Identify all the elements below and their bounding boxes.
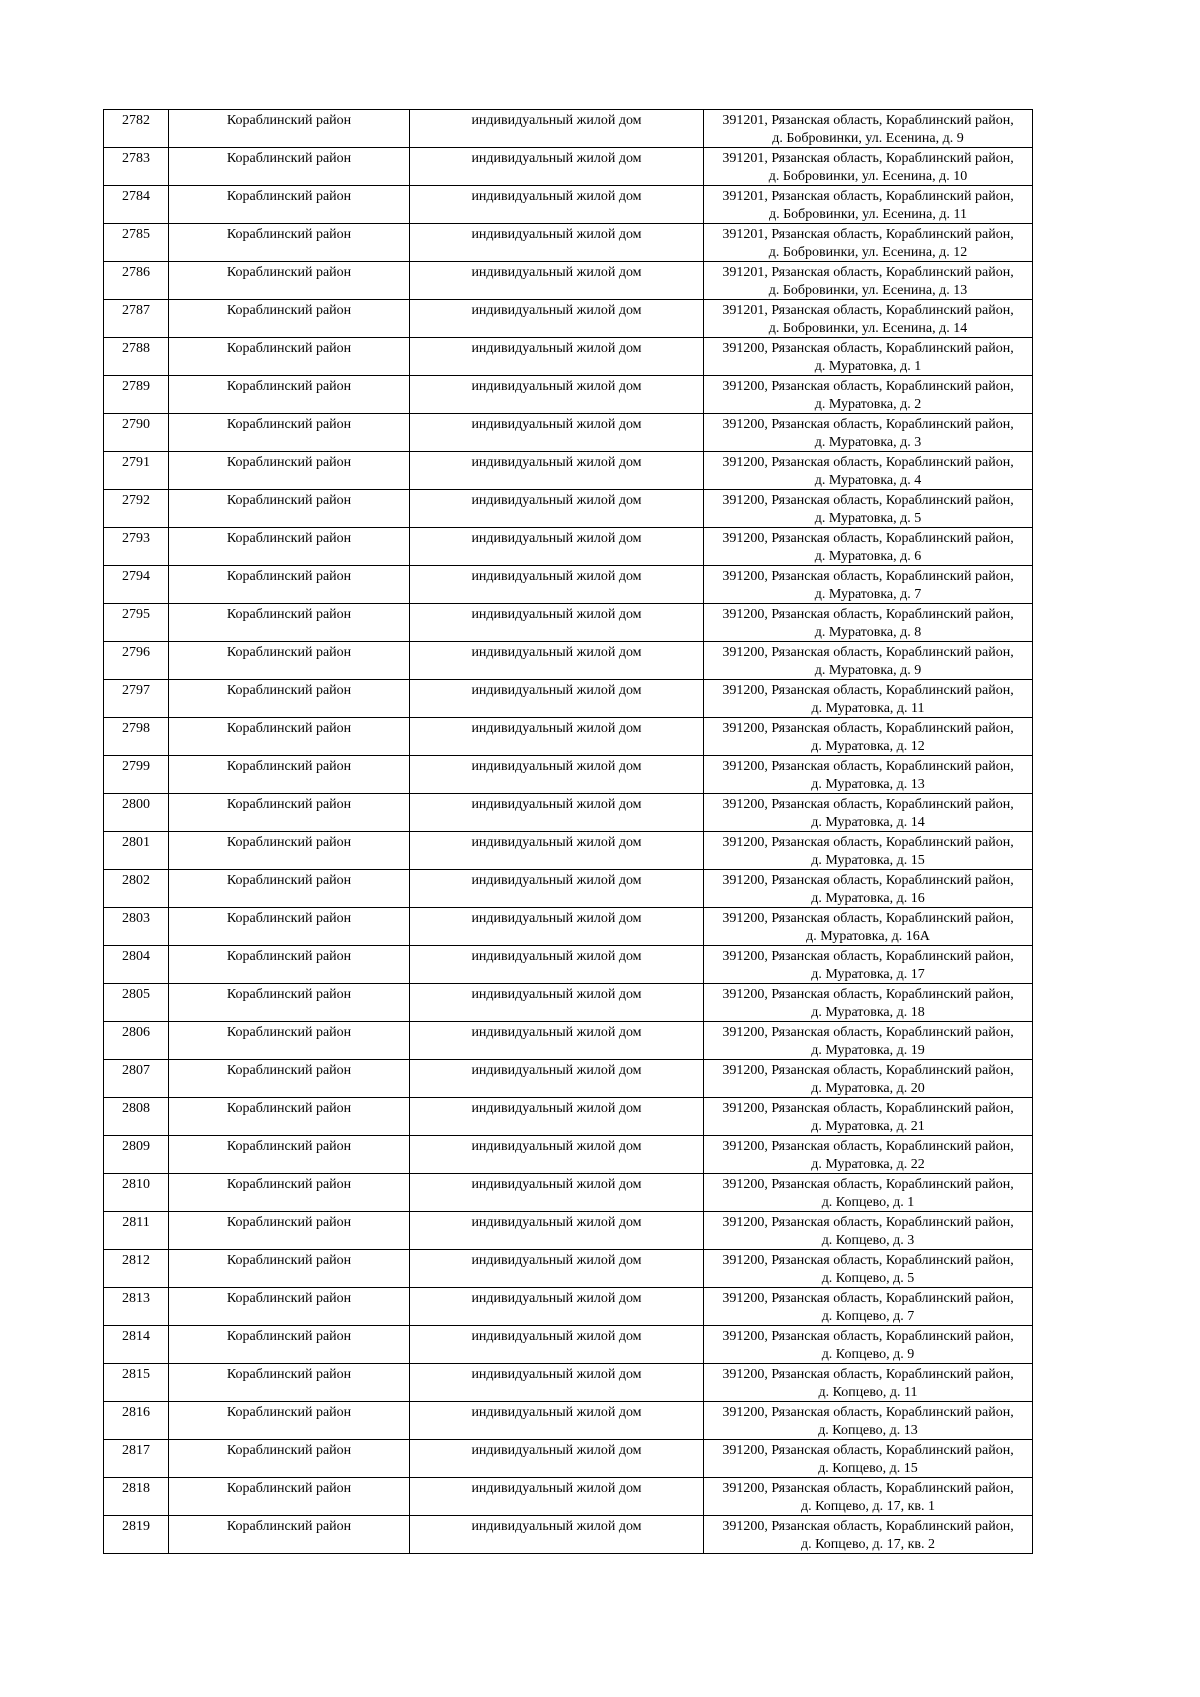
address-line-2: д. Муратовка, д. 20 xyxy=(811,1080,925,1096)
table-row xyxy=(104,1288,1033,1326)
address-line-1: 391200, Рязанская область, Кораблинский район, xyxy=(722,1329,1014,1344)
address-line-1: 391200, Рязанская область, Кораблинский район, xyxy=(722,835,1014,850)
district-cell: Кораблинский район xyxy=(169,110,410,148)
row-number-cell: 2819 xyxy=(104,1516,169,1554)
object-type-cell: индивидуальный жилой дом xyxy=(410,1060,704,1098)
district-cell: Кораблинский район xyxy=(169,1212,410,1250)
object-type-cell: индивидуальный жилой дом xyxy=(410,870,704,908)
address-line-1: 391200, Рязанская область, Кораблинский район, xyxy=(722,1101,1014,1116)
address-line-2: д. Муратовка, д. 8 xyxy=(814,624,922,640)
table-row xyxy=(104,490,1033,528)
table-row xyxy=(104,1326,1033,1364)
address-line-2: д. Бобровинки, ул. Есенина, д. 11 xyxy=(769,206,967,222)
address-line-1: 391200, Рязанская область, Кораблинский район, xyxy=(722,987,1014,1002)
district-cell: Кораблинский район xyxy=(169,1326,410,1364)
address-line-1: 391200, Рязанская область, Кораблинский район, xyxy=(722,1139,1014,1154)
table-row xyxy=(104,718,1033,756)
address-cell xyxy=(704,224,1033,262)
row-number-cell: 2795 xyxy=(104,604,169,642)
table-row xyxy=(104,376,1033,414)
row-number-cell: 2787 xyxy=(104,300,169,338)
object-type-cell: индивидуальный жилой дом xyxy=(410,186,704,224)
object-type-cell: индивидуальный жилой дом xyxy=(410,1212,704,1250)
district-cell: Кораблинский район xyxy=(169,566,410,604)
district-cell: Кораблинский район xyxy=(169,1174,410,1212)
address-cell xyxy=(704,186,1033,224)
table-row xyxy=(104,1250,1033,1288)
district-cell: Кораблинский район xyxy=(169,490,410,528)
address-line-2: д. Бобровинки, ул. Есенина, д. 12 xyxy=(768,244,968,260)
address-cell xyxy=(704,1516,1033,1554)
row-number-cell: 2809 xyxy=(104,1136,169,1174)
address-cell xyxy=(704,1212,1033,1250)
district-cell: Кораблинский район xyxy=(169,946,410,984)
table-row xyxy=(104,1098,1033,1136)
address-cell xyxy=(704,680,1033,718)
object-type-cell: индивидуальный жилой дом xyxy=(410,984,704,1022)
address-line-1: 391200, Рязанская область, Кораблинский район, xyxy=(722,531,1014,546)
row-number-cell: 2784 xyxy=(104,186,169,224)
district-cell: Кораблинский район xyxy=(169,452,410,490)
district-cell: Кораблинский район xyxy=(169,1364,410,1402)
district-cell: Кораблинский район xyxy=(169,1440,410,1478)
object-type-cell: индивидуальный жилой дом xyxy=(410,1250,704,1288)
address-line-2: д. Копцево, д. 17, кв. 1 xyxy=(800,1498,935,1514)
row-number-cell: 2811 xyxy=(104,1212,169,1250)
table-row xyxy=(104,1440,1033,1478)
row-number-cell: 2807 xyxy=(104,1060,169,1098)
address-line-1: 391200, Рязанская область, Кораблинский район, xyxy=(722,493,1014,508)
object-type-cell: индивидуальный жилой дом xyxy=(410,642,704,680)
table-row xyxy=(104,1022,1033,1060)
table-row xyxy=(104,262,1033,300)
address-line-2: д. Муратовка, д. 9 xyxy=(814,662,922,678)
table-row xyxy=(104,984,1033,1022)
address-cell xyxy=(704,452,1033,490)
address-cell xyxy=(704,1478,1033,1516)
table-row xyxy=(104,452,1033,490)
address-cell xyxy=(704,1174,1033,1212)
district-cell: Кораблинский район xyxy=(169,1060,410,1098)
address-line-1: 391200, Рязанская область, Кораблинский район, xyxy=(722,341,1014,356)
district-cell: Кораблинский район xyxy=(169,680,410,718)
district-cell: Кораблинский район xyxy=(169,1022,410,1060)
address-cell xyxy=(704,490,1033,528)
row-number-cell: 2786 xyxy=(104,262,169,300)
district-cell: Кораблинский район xyxy=(169,794,410,832)
address-line-2: д. Муратовка, д. 17 xyxy=(811,966,925,982)
address-line-1: 391200, Рязанская область, Кораблинский район, xyxy=(722,1177,1014,1192)
table-row xyxy=(104,680,1033,718)
table-row xyxy=(104,1136,1033,1174)
table-row xyxy=(104,110,1033,148)
object-type-cell: индивидуальный жилой дом xyxy=(410,1440,704,1478)
row-number-cell: 2804 xyxy=(104,946,169,984)
object-type-cell: индивидуальный жилой дом xyxy=(410,1402,704,1440)
address-cell xyxy=(704,870,1033,908)
district-cell: Кораблинский район xyxy=(169,1402,410,1440)
row-number-cell: 2782 xyxy=(104,110,169,148)
object-type-cell: индивидуальный жилой дом xyxy=(410,224,704,262)
address-line-2: д. Муратовка, д. 4 xyxy=(814,472,922,488)
address-line-2: д. Копцево, д. 1 xyxy=(821,1194,915,1210)
row-number-cell: 2818 xyxy=(104,1478,169,1516)
object-type-cell: индивидуальный жилой дом xyxy=(410,718,704,756)
address-line-2: д. Копцево, д. 7 xyxy=(821,1308,915,1324)
row-number-cell: 2810 xyxy=(104,1174,169,1212)
address-line-1: 391200, Рязанская область, Кораблинский район, xyxy=(722,645,1014,660)
address-line-2: д. Копцево, д. 11 xyxy=(818,1384,918,1400)
address-line-2: д. Муратовка, д. 15 xyxy=(811,852,925,868)
object-type-cell: индивидуальный жилой дом xyxy=(410,262,704,300)
district-cell: Кораблинский район xyxy=(169,338,410,376)
row-number-cell: 2812 xyxy=(104,1250,169,1288)
address-cell xyxy=(704,566,1033,604)
district-cell: Кораблинский район xyxy=(169,1136,410,1174)
address-line-2: д. Муратовка, д. 16А xyxy=(806,928,930,944)
address-line-2: д. Муратовка, д. 14 xyxy=(811,814,925,830)
row-number-cell: 2805 xyxy=(104,984,169,1022)
district-cell: Кораблинский район xyxy=(169,984,410,1022)
row-number-cell: 2788 xyxy=(104,338,169,376)
object-type-cell: индивидуальный жилой дом xyxy=(410,452,704,490)
address-cell xyxy=(704,338,1033,376)
row-number-cell: 2798 xyxy=(104,718,169,756)
address-line-1: 391200, Рязанская область, Кораблинский район, xyxy=(722,1063,1014,1078)
address-line-2: д. Муратовка, д. 12 xyxy=(811,738,925,754)
row-number-cell: 2800 xyxy=(104,794,169,832)
address-cell xyxy=(704,262,1033,300)
address-line-1: 391200, Рязанская область, Кораблинский район, xyxy=(722,1519,1014,1534)
object-type-cell: индивидуальный жилой дом xyxy=(410,1098,704,1136)
address-line-2: д. Муратовка, д. 22 xyxy=(811,1156,925,1172)
table-row xyxy=(104,148,1033,186)
address-line-2: д. Муратовка, д. 1 xyxy=(814,358,922,374)
address-line-1: 391200, Рязанская область, Кораблинский район, xyxy=(722,569,1014,584)
table-row xyxy=(104,908,1033,946)
row-number-cell: 2817 xyxy=(104,1440,169,1478)
table-row xyxy=(104,642,1033,680)
object-type-cell: индивидуальный жилой дом xyxy=(410,794,704,832)
table-row xyxy=(104,1478,1033,1516)
table-row xyxy=(104,1212,1033,1250)
address-line-1: 391200, Рязанская область, Кораблинский район, xyxy=(722,417,1014,432)
row-number-cell: 2803 xyxy=(104,908,169,946)
address-line-2: д. Копцево, д. 3 xyxy=(821,1232,915,1248)
address-line-2: д. Муратовка, д. 18 xyxy=(811,1004,925,1020)
address-line-2: д. Муратовка, д. 11 xyxy=(811,700,925,716)
district-cell: Кораблинский район xyxy=(169,224,410,262)
address-line-2: д. Муратовка, д. 7 xyxy=(814,586,922,602)
address-cell xyxy=(704,832,1033,870)
object-type-cell: индивидуальный жилой дом xyxy=(410,946,704,984)
row-number-cell: 2799 xyxy=(104,756,169,794)
address-line-1: 391200, Рязанская область, Кораблинский район, xyxy=(722,1405,1014,1420)
object-type-cell: индивидуальный жилой дом xyxy=(410,1288,704,1326)
table-row xyxy=(104,604,1033,642)
address-cell xyxy=(704,1326,1033,1364)
object-type-cell: индивидуальный жилой дом xyxy=(410,338,704,376)
district-cell: Кораблинский район xyxy=(169,1516,410,1554)
address-cell xyxy=(704,1022,1033,1060)
address-line-2: д. Бобровинки, ул. Есенина, д. 13 xyxy=(768,282,968,298)
district-cell: Кораблинский район xyxy=(169,414,410,452)
object-type-cell: индивидуальный жилой дом xyxy=(410,604,704,642)
district-cell: Кораблинский район xyxy=(169,1098,410,1136)
district-cell: Кораблинский район xyxy=(169,1478,410,1516)
address-line-1: 391200, Рязанская область, Кораблинский район, xyxy=(722,759,1014,774)
address-line-2: д. Муратовка, д. 21 xyxy=(811,1118,925,1134)
object-type-cell: индивидуальный жилой дом xyxy=(410,1136,704,1174)
table-row xyxy=(104,832,1033,870)
row-number-cell: 2816 xyxy=(104,1402,169,1440)
object-type-cell: индивидуальный жилой дом xyxy=(410,908,704,946)
address-line-1: 391200, Рязанская область, Кораблинский район, xyxy=(722,1367,1014,1382)
address-cell xyxy=(704,642,1033,680)
address-cell xyxy=(704,1364,1033,1402)
address-line-1: 391200, Рязанская область, Кораблинский район, xyxy=(722,455,1014,470)
address-cell xyxy=(704,984,1033,1022)
object-type-cell: индивидуальный жилой дом xyxy=(410,680,704,718)
row-number-cell: 2793 xyxy=(104,528,169,566)
address-line-1: 391201, Рязанская область, Кораблинский район, xyxy=(722,265,1014,280)
district-cell: Кораблинский район xyxy=(169,262,410,300)
table-row xyxy=(104,946,1033,984)
object-type-cell: индивидуальный жилой дом xyxy=(410,1174,704,1212)
address-line-2: д. Муратовка, д. 16 xyxy=(811,890,925,906)
district-cell: Кораблинский район xyxy=(169,756,410,794)
address-line-1: 391200, Рязанская область, Кораблинский район, xyxy=(722,1291,1014,1306)
address-line-1: 391200, Рязанская область, Кораблинский район, xyxy=(722,683,1014,698)
address-line-2: д. Муратовка, д. 2 xyxy=(814,396,922,412)
object-type-cell: индивидуальный жилой дом xyxy=(410,1478,704,1516)
object-type-cell: индивидуальный жилой дом xyxy=(410,110,704,148)
address-cell xyxy=(704,946,1033,984)
address-line-2: д. Копцево, д. 17, кв. 2 xyxy=(800,1536,935,1552)
district-cell: Кораблинский район xyxy=(169,1250,410,1288)
row-number-cell: 2801 xyxy=(104,832,169,870)
object-type-cell: индивидуальный жилой дом xyxy=(410,414,704,452)
row-number-cell: 2796 xyxy=(104,642,169,680)
row-number-cell: 2802 xyxy=(104,870,169,908)
district-cell: Кораблинский район xyxy=(169,870,410,908)
address-cell xyxy=(704,1440,1033,1478)
district-cell: Кораблинский район xyxy=(169,148,410,186)
address-cell xyxy=(704,300,1033,338)
address-cell xyxy=(704,148,1033,186)
row-number-cell: 2806 xyxy=(104,1022,169,1060)
address-line-1: 391200, Рязанская область, Кораблинский район, xyxy=(722,1025,1014,1040)
address-cell xyxy=(704,528,1033,566)
table-row xyxy=(104,1060,1033,1098)
district-cell: Кораблинский район xyxy=(169,642,410,680)
address-cell xyxy=(704,794,1033,832)
row-number-cell: 2815 xyxy=(104,1364,169,1402)
table-row xyxy=(104,1516,1033,1554)
table-row xyxy=(104,300,1033,338)
object-type-cell: индивидуальный жилой дом xyxy=(410,1326,704,1364)
address-cell xyxy=(704,1250,1033,1288)
address-line-2: д. Бобровинки, ул. Есенина, д. 10 xyxy=(768,168,968,184)
object-type-cell: индивидуальный жилой дом xyxy=(410,756,704,794)
address-line-1: 391200, Рязанская область, Кораблинский район, xyxy=(722,873,1014,888)
district-cell: Кораблинский район xyxy=(169,832,410,870)
registry-table-body xyxy=(104,110,1033,1554)
object-type-cell: индивидуальный жилой дом xyxy=(410,1516,704,1554)
row-number-cell: 2785 xyxy=(104,224,169,262)
object-type-cell: индивидуальный жилой дом xyxy=(410,528,704,566)
district-cell: Кораблинский район xyxy=(169,376,410,414)
address-line-2: д. Копцево, д. 9 xyxy=(821,1346,915,1362)
address-line-1: 391200, Рязанская область, Кораблинский район, xyxy=(722,379,1014,394)
row-number-cell: 2808 xyxy=(104,1098,169,1136)
row-number-cell: 2814 xyxy=(104,1326,169,1364)
object-type-cell: индивидуальный жилой дом xyxy=(410,300,704,338)
address-line-2: д. Муратовка, д. 5 xyxy=(814,510,922,526)
address-line-1: 391200, Рязанская область, Кораблинский район, xyxy=(722,1481,1014,1496)
address-line-2: д. Муратовка, д. 6 xyxy=(814,548,922,564)
object-type-cell: индивидуальный жилой дом xyxy=(410,490,704,528)
address-line-1: 391200, Рязанская область, Кораблинский район, xyxy=(722,1443,1014,1458)
object-type-cell: индивидуальный жилой дом xyxy=(410,1364,704,1402)
registry-table xyxy=(103,109,1033,1554)
table-row xyxy=(104,1364,1033,1402)
address-line-2: д. Муратовка, д. 3 xyxy=(814,434,922,450)
object-type-cell: индивидуальный жилой дом xyxy=(410,1022,704,1060)
table-row xyxy=(104,870,1033,908)
address-line-2: д. Муратовка, д. 19 xyxy=(811,1042,925,1058)
address-line-1: 391200, Рязанская область, Кораблинский район, xyxy=(722,949,1014,964)
address-line-2: д. Бобровинки, ул. Есенина, д. 9 xyxy=(772,130,964,146)
address-line-1: 391200, Рязанская область, Кораблинский район, xyxy=(722,911,1014,926)
district-cell: Кораблинский район xyxy=(169,300,410,338)
address-cell xyxy=(704,110,1033,148)
address-line-1: 391200, Рязанская область, Кораблинский район, xyxy=(722,797,1014,812)
address-line-1: 391201, Рязанская область, Кораблинский район, xyxy=(722,113,1014,128)
address-line-1: 391200, Рязанская область, Кораблинский район, xyxy=(722,1215,1014,1230)
district-cell: Кораблинский район xyxy=(169,528,410,566)
table-row xyxy=(104,338,1033,376)
address-cell xyxy=(704,376,1033,414)
address-line-1: 391201, Рязанская область, Кораблинский район, xyxy=(722,189,1014,204)
district-cell: Кораблинский район xyxy=(169,1288,410,1326)
table-row xyxy=(104,414,1033,452)
address-line-2: д. Копцево, д. 13 xyxy=(818,1422,918,1438)
address-line-1: 391200, Рязанская область, Кораблинский район, xyxy=(722,721,1014,736)
object-type-cell: индивидуальный жилой дом xyxy=(410,832,704,870)
row-number-cell: 2794 xyxy=(104,566,169,604)
district-cell: Кораблинский район xyxy=(169,718,410,756)
row-number-cell: 2790 xyxy=(104,414,169,452)
address-cell xyxy=(704,1288,1033,1326)
district-cell: Кораблинский район xyxy=(169,908,410,946)
row-number-cell: 2792 xyxy=(104,490,169,528)
row-number-cell: 2783 xyxy=(104,148,169,186)
table-row xyxy=(104,566,1033,604)
address-line-2: д. Копцево, д. 15 xyxy=(818,1460,918,1476)
address-line-2: д. Бобровинки, ул. Есенина, д. 14 xyxy=(768,320,968,336)
table-row xyxy=(104,528,1033,566)
address-cell xyxy=(704,1098,1033,1136)
address-cell xyxy=(704,1136,1033,1174)
address-line-1: 391200, Рязанская область, Кораблинский район, xyxy=(722,607,1014,622)
object-type-cell: индивидуальный жилой дом xyxy=(410,566,704,604)
address-cell xyxy=(704,604,1033,642)
address-cell xyxy=(704,908,1033,946)
district-cell: Кораблинский район xyxy=(169,186,410,224)
row-number-cell: 2797 xyxy=(104,680,169,718)
object-type-cell: индивидуальный жилой дом xyxy=(410,376,704,414)
address-line-1: 391201, Рязанская область, Кораблинский район, xyxy=(722,303,1014,318)
table-row xyxy=(104,186,1033,224)
address-line-1: 391201, Рязанская область, Кораблинский район, xyxy=(722,227,1014,242)
address-cell xyxy=(704,756,1033,794)
address-cell xyxy=(704,1060,1033,1098)
table-row xyxy=(104,224,1033,262)
object-type-cell: индивидуальный жилой дом xyxy=(410,148,704,186)
address-line-2: д. Муратовка, д. 13 xyxy=(811,776,925,792)
address-cell xyxy=(704,1402,1033,1440)
table-row xyxy=(104,1402,1033,1440)
address-line-1: 391201, Рязанская область, Кораблинский район, xyxy=(722,151,1014,166)
district-cell: Кораблинский район xyxy=(169,604,410,642)
table-row xyxy=(104,756,1033,794)
address-line-2: д. Копцево, д. 5 xyxy=(821,1270,915,1286)
table-row xyxy=(104,1174,1033,1212)
address-cell xyxy=(704,718,1033,756)
address-line-1: 391200, Рязанская область, Кораблинский район, xyxy=(722,1253,1014,1268)
table-row xyxy=(104,794,1033,832)
address-cell xyxy=(704,414,1033,452)
row-number-cell: 2813 xyxy=(104,1288,169,1326)
row-number-cell: 2789 xyxy=(104,376,169,414)
row-number-cell: 2791 xyxy=(104,452,169,490)
